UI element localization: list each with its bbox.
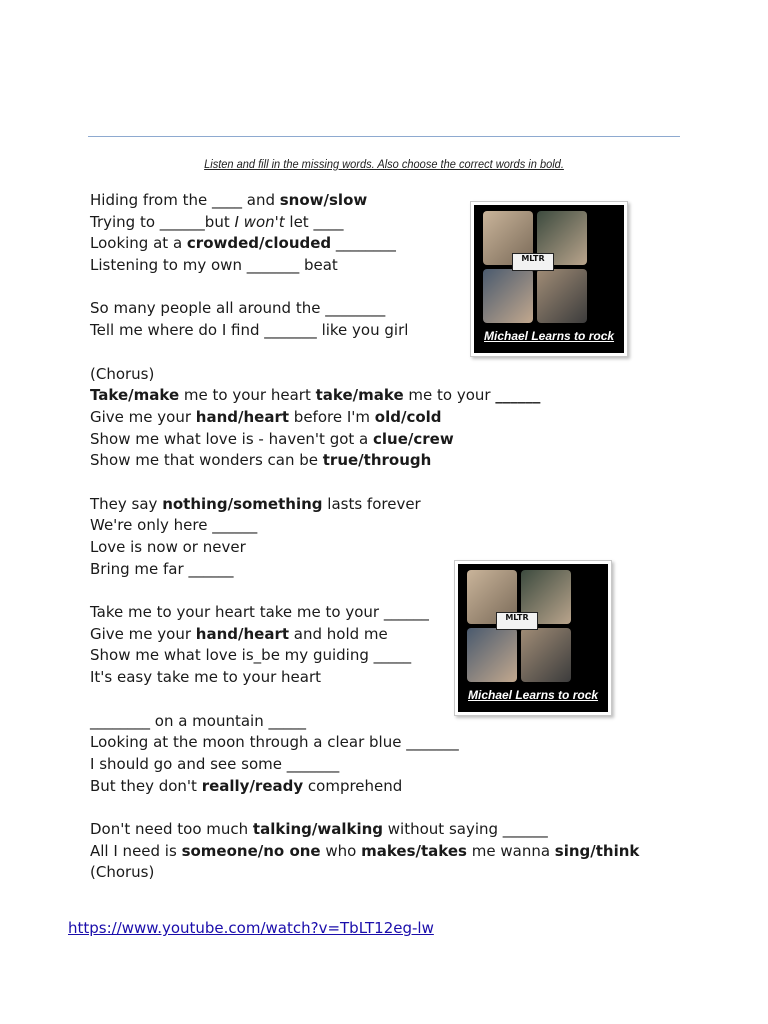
bold-choice: nothing/something (162, 494, 323, 513)
lyric-text: let ____ (284, 212, 344, 231)
bold-choice: hand/heart (195, 407, 290, 426)
lyric-text: Take me to your heart take me to your ______ (90, 603, 429, 622)
lyric-text: Tell me where do I find _______ like you girl (90, 321, 409, 340)
album-logo: MLTR (496, 612, 538, 630)
lyric-text: comprehend (303, 776, 403, 795)
lyric-text: Don't need too much (90, 819, 253, 838)
lyric-text: Love is now or never (90, 538, 246, 556)
lyric-text: me wanna (466, 841, 555, 860)
bold-choice: clue/crew (373, 429, 454, 448)
lyric-text: Show me what love is - haven't got a (90, 429, 374, 448)
lyric-text: (Chorus) (90, 863, 155, 882)
lyric-text: ________ (331, 234, 396, 253)
bold-choice: makes/takes (361, 841, 467, 860)
lyric-text: ________ on a mountain _____ (90, 711, 306, 730)
lyric-line (90, 364, 639, 386)
album-logo: MLTR (512, 253, 554, 271)
blank-line (90, 472, 639, 494)
lyric-text: All I need is (90, 841, 182, 860)
lyric-text: But they don't (90, 776, 202, 795)
lyric-text: me to your (403, 386, 496, 405)
lyric-line (90, 515, 639, 537)
lyric-line (90, 841, 639, 863)
lyric-text: I should go and see some _______ (90, 754, 340, 773)
lyric-text: It's easy take me to your heart (90, 668, 322, 687)
album-caption: Michael Learns to rock (484, 329, 615, 343)
bold-choice: talking/walking (252, 819, 384, 838)
bold-choice: ______ (495, 386, 541, 405)
lyric-line (90, 407, 639, 429)
lyric-text: They say (90, 494, 163, 513)
youtube-link[interactable]: https://www.youtube.com/watch?v=TbLT12eg-lw (68, 919, 434, 937)
lyric-text: Looking at the moon through a clear blue _______ (90, 733, 459, 752)
lyric-text: me to your heart (179, 386, 316, 405)
lyric-text: Show me that wonders can be (90, 451, 323, 470)
lyric-line (90, 776, 639, 798)
lyric-text: before I'm (289, 407, 375, 426)
bold-choice: really/ready (201, 776, 304, 795)
lyric-text: and hold me (289, 624, 388, 643)
album-caption: Michael Learns to rock (468, 688, 599, 702)
blank-line (90, 797, 639, 819)
bold-choice: someone/no one (181, 841, 321, 860)
album-cover (474, 205, 624, 353)
bold-choice: Take/make (90, 386, 180, 405)
bold-choice: snow/slow (279, 191, 368, 209)
lyric-line (90, 862, 639, 884)
lyric-text: Looking at a (90, 234, 187, 253)
lyric-text: Give me your (90, 407, 196, 426)
lyric-text: who (320, 841, 362, 860)
lyric-text: Show me what love is_be my guiding _____ (90, 646, 412, 665)
album-cover (458, 564, 608, 712)
lyric-line (90, 711, 639, 733)
lyric-text: I won't (234, 212, 285, 231)
lyric-text: lasts forever (322, 494, 421, 513)
lyric-line (90, 819, 639, 841)
bold-choice: crowded/clouded (186, 234, 332, 253)
lyric-line (90, 754, 639, 776)
instructions-text: Listen and fill in the missing words. Also choose the correct words in bold. (204, 157, 564, 171)
lyric-line (90, 537, 639, 559)
bold-choice: old/cold (374, 407, 442, 426)
lyric-line (90, 429, 639, 451)
lyric-line (90, 385, 639, 407)
lyric-text: Bring me far ______ (90, 559, 234, 578)
lyric-text: without saying ______ (383, 819, 548, 838)
bold-choice: take/make (315, 386, 404, 405)
lyric-line (90, 732, 639, 754)
bold-choice: true/through (322, 451, 432, 470)
lyric-text: Listening to my own _______ beat (90, 256, 338, 275)
lyric-text: We're only here ______ (90, 516, 258, 535)
bold-choice: sing/think (554, 841, 640, 860)
lyric-text: Hiding from the ____ and (90, 191, 280, 209)
lyric-line (90, 494, 639, 516)
lyric-text: Trying to ______but (90, 212, 235, 231)
lyric-text: So many people all around the ________ (90, 299, 386, 318)
lyric-text: Give me your (90, 624, 196, 643)
bold-choice: hand/heart (195, 624, 290, 643)
header-divider (88, 136, 680, 137)
lyric-line (90, 450, 639, 472)
lyric-text: (Chorus) (90, 364, 155, 383)
